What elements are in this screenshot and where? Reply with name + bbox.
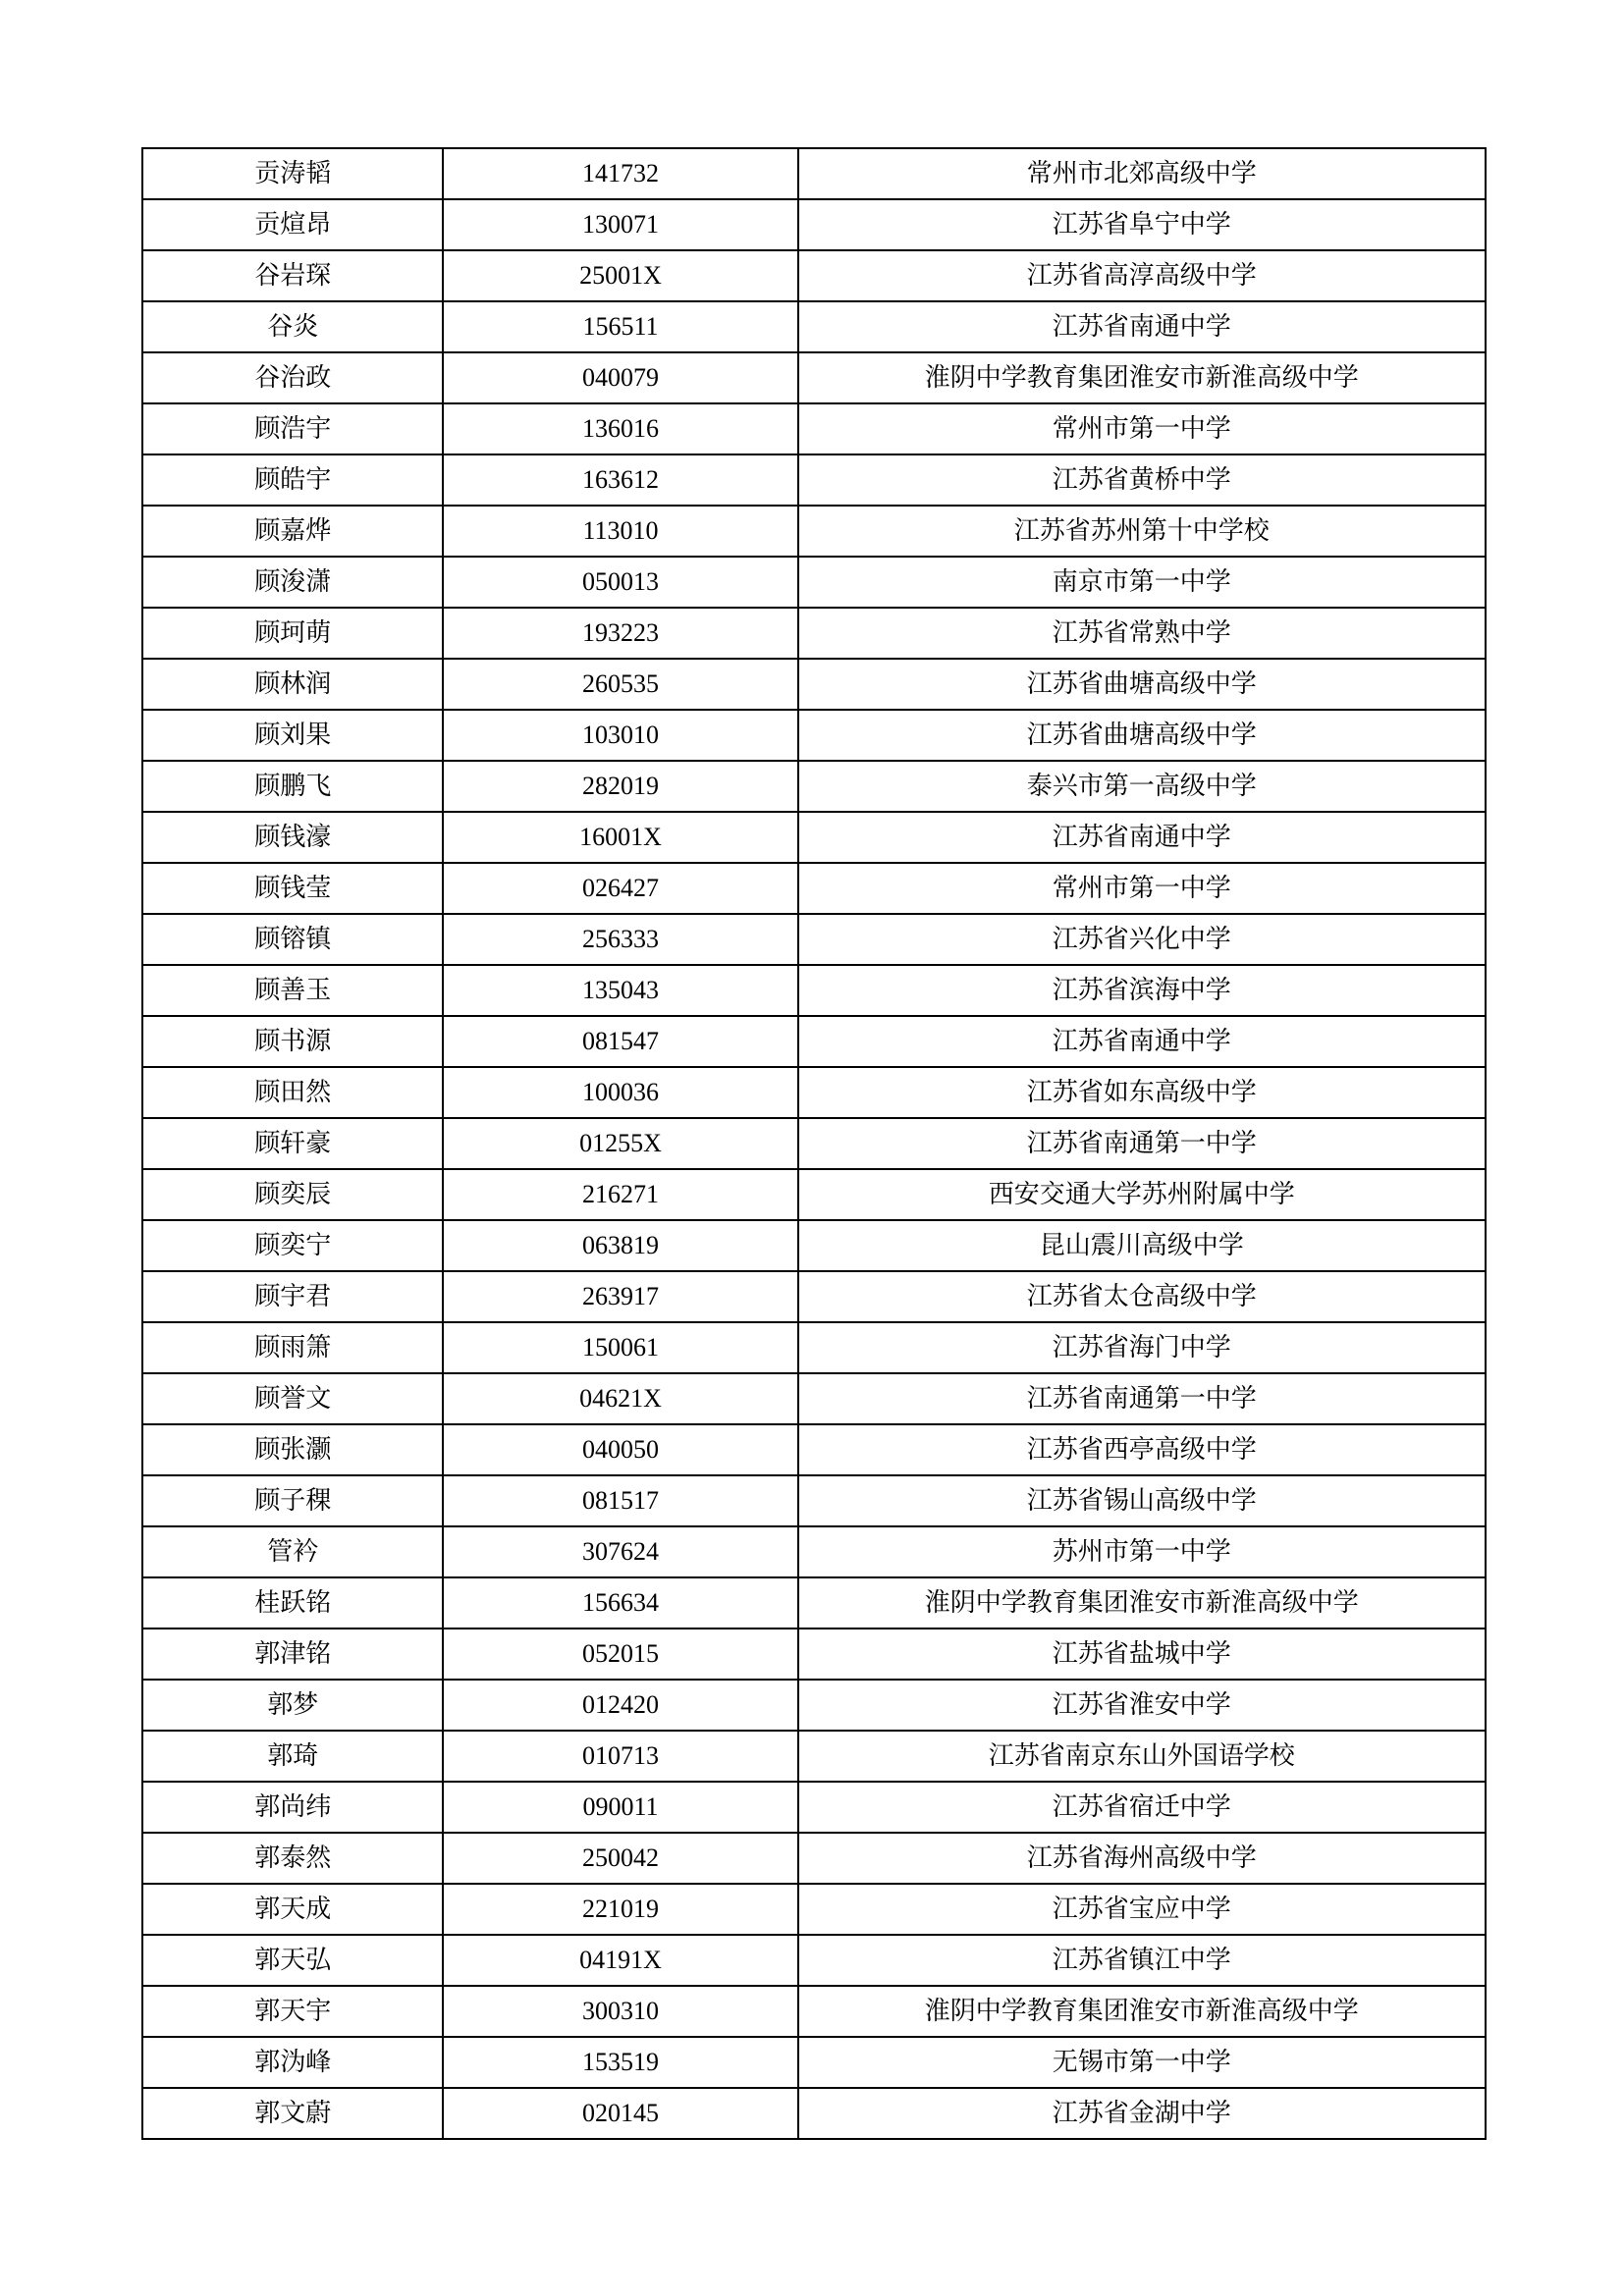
table-row bbox=[142, 965, 1486, 1016]
table-row bbox=[142, 1782, 1486, 1833]
table-row bbox=[142, 506, 1486, 557]
school-name-cell: 江苏省常熟中学 bbox=[798, 608, 1486, 659]
student-number-cell: 193223 bbox=[443, 608, 797, 659]
student-name-cell: 顾奕宁 bbox=[142, 1220, 443, 1271]
school-name-cell: 江苏省黄桥中学 bbox=[798, 454, 1486, 506]
table-row bbox=[142, 454, 1486, 506]
table-row bbox=[142, 1373, 1486, 1424]
table-row bbox=[142, 1424, 1486, 1475]
student-name-cell: 顾雨箫 bbox=[142, 1322, 443, 1373]
student-number-cell: 150061 bbox=[443, 1322, 797, 1373]
student-roster-table-body bbox=[142, 148, 1486, 2139]
student-name-cell: 谷治政 bbox=[142, 352, 443, 403]
student-name-cell: 谷炎 bbox=[142, 301, 443, 352]
student-name-cell: 贡涛韬 bbox=[142, 148, 443, 199]
school-name-cell: 江苏省阜宁中学 bbox=[798, 199, 1486, 250]
student-name-cell: 顾田然 bbox=[142, 1067, 443, 1118]
school-name-cell: 江苏省南京东山外国语学校 bbox=[798, 1731, 1486, 1782]
student-name-cell: 顾宇君 bbox=[142, 1271, 443, 1322]
school-name-cell: 昆山震川高级中学 bbox=[798, 1220, 1486, 1271]
student-name-cell: 顾子稞 bbox=[142, 1475, 443, 1526]
school-name-cell: 江苏省西亭高级中学 bbox=[798, 1424, 1486, 1475]
school-name-cell: 江苏省锡山高级中学 bbox=[798, 1475, 1486, 1526]
table-row bbox=[142, 1526, 1486, 1577]
student-number-cell: 16001X bbox=[443, 812, 797, 863]
student-number-cell: 010713 bbox=[443, 1731, 797, 1782]
student-name-cell: 顾钱莹 bbox=[142, 863, 443, 914]
student-number-cell: 300310 bbox=[443, 1986, 797, 2037]
school-name-cell: 淮阴中学教育集团淮安市新淮高级中学 bbox=[798, 1986, 1486, 2037]
student-number-cell: 081547 bbox=[443, 1016, 797, 1067]
student-number-cell: 040050 bbox=[443, 1424, 797, 1475]
student-name-cell: 顾鹏飞 bbox=[142, 761, 443, 812]
table-row bbox=[142, 1680, 1486, 1731]
student-number-cell: 156511 bbox=[443, 301, 797, 352]
table-row bbox=[142, 352, 1486, 403]
student-name-cell: 郭文蔚 bbox=[142, 2088, 443, 2139]
student-number-cell: 050013 bbox=[443, 557, 797, 608]
table-row bbox=[142, 812, 1486, 863]
student-number-cell: 256333 bbox=[443, 914, 797, 965]
student-name-cell: 郭天宇 bbox=[142, 1986, 443, 2037]
student-name-cell: 顾嘉烨 bbox=[142, 506, 443, 557]
school-name-cell: 江苏省南通中学 bbox=[798, 812, 1486, 863]
student-name-cell: 顾刘果 bbox=[142, 710, 443, 761]
table-row bbox=[142, 863, 1486, 914]
student-number-cell: 156634 bbox=[443, 1577, 797, 1629]
table-row bbox=[142, 1016, 1486, 1067]
school-name-cell: 江苏省镇江中学 bbox=[798, 1935, 1486, 1986]
student-name-cell: 顾皓宇 bbox=[142, 454, 443, 506]
table-row bbox=[142, 1986, 1486, 2037]
table-row bbox=[142, 659, 1486, 710]
student-name-cell: 顾善玉 bbox=[142, 965, 443, 1016]
table-row bbox=[142, 761, 1486, 812]
student-name-cell: 郭梦 bbox=[142, 1680, 443, 1731]
school-name-cell: 江苏省如东高级中学 bbox=[798, 1067, 1486, 1118]
student-number-cell: 163612 bbox=[443, 454, 797, 506]
table-row bbox=[142, 1577, 1486, 1629]
student-name-cell: 顾浩宇 bbox=[142, 403, 443, 454]
table-row bbox=[142, 557, 1486, 608]
table-row bbox=[142, 1118, 1486, 1169]
school-name-cell: 江苏省南通中学 bbox=[798, 301, 1486, 352]
table-row bbox=[142, 1731, 1486, 1782]
table-row bbox=[142, 608, 1486, 659]
school-name-cell: 江苏省兴化中学 bbox=[798, 914, 1486, 965]
student-name-cell: 郭沩峰 bbox=[142, 2037, 443, 2088]
student-name-cell: 郭泰然 bbox=[142, 1833, 443, 1884]
school-name-cell: 江苏省苏州第十中学校 bbox=[798, 506, 1486, 557]
table-row bbox=[142, 301, 1486, 352]
school-name-cell: 淮阴中学教育集团淮安市新淮高级中学 bbox=[798, 352, 1486, 403]
school-name-cell: 江苏省南通第一中学 bbox=[798, 1373, 1486, 1424]
table-row bbox=[142, 2037, 1486, 2088]
table-row bbox=[142, 1271, 1486, 1322]
student-name-cell: 郭天弘 bbox=[142, 1935, 443, 1986]
student-roster-table bbox=[141, 147, 1487, 2140]
table-row bbox=[142, 148, 1486, 199]
student-name-cell: 郭天成 bbox=[142, 1884, 443, 1935]
student-number-cell: 100036 bbox=[443, 1067, 797, 1118]
student-number-cell: 01255X bbox=[443, 1118, 797, 1169]
student-number-cell: 141732 bbox=[443, 148, 797, 199]
student-number-cell: 040079 bbox=[443, 352, 797, 403]
student-number-cell: 020145 bbox=[443, 2088, 797, 2139]
student-name-cell: 顾奕辰 bbox=[142, 1169, 443, 1220]
student-number-cell: 153519 bbox=[443, 2037, 797, 2088]
student-name-cell: 桂跃铭 bbox=[142, 1577, 443, 1629]
school-name-cell: 江苏省南通中学 bbox=[798, 1016, 1486, 1067]
student-number-cell: 063819 bbox=[443, 1220, 797, 1271]
student-name-cell: 顾轩豪 bbox=[142, 1118, 443, 1169]
student-name-cell: 顾浚潇 bbox=[142, 557, 443, 608]
student-name-cell: 顾林润 bbox=[142, 659, 443, 710]
table-row bbox=[142, 1629, 1486, 1680]
school-name-cell: 无锡市第一中学 bbox=[798, 2037, 1486, 2088]
student-name-cell: 郭津铭 bbox=[142, 1629, 443, 1680]
table-row bbox=[142, 250, 1486, 301]
student-number-cell: 026427 bbox=[443, 863, 797, 914]
school-name-cell: 江苏省宿迁中学 bbox=[798, 1782, 1486, 1833]
student-number-cell: 25001X bbox=[443, 250, 797, 301]
school-name-cell: 淮阴中学教育集团淮安市新淮高级中学 bbox=[798, 1577, 1486, 1629]
school-name-cell: 南京市第一中学 bbox=[798, 557, 1486, 608]
table-row bbox=[142, 1833, 1486, 1884]
student-number-cell: 307624 bbox=[443, 1526, 797, 1577]
student-number-cell: 090011 bbox=[443, 1782, 797, 1833]
student-number-cell: 263917 bbox=[443, 1271, 797, 1322]
student-name-cell: 贡煊昂 bbox=[142, 199, 443, 250]
table-row bbox=[142, 1322, 1486, 1373]
student-number-cell: 081517 bbox=[443, 1475, 797, 1526]
table-row bbox=[142, 199, 1486, 250]
student-number-cell: 113010 bbox=[443, 506, 797, 557]
student-number-cell: 012420 bbox=[443, 1680, 797, 1731]
school-name-cell: 常州市第一中学 bbox=[798, 863, 1486, 914]
student-number-cell: 04191X bbox=[443, 1935, 797, 1986]
school-name-cell: 常州市北郊高级中学 bbox=[798, 148, 1486, 199]
table-row bbox=[142, 403, 1486, 454]
student-number-cell: 282019 bbox=[443, 761, 797, 812]
student-name-cell: 顾镕镇 bbox=[142, 914, 443, 965]
table-row bbox=[142, 1884, 1486, 1935]
table-row bbox=[142, 1067, 1486, 1118]
student-number-cell: 052015 bbox=[443, 1629, 797, 1680]
school-name-cell: 江苏省海州高级中学 bbox=[798, 1833, 1486, 1884]
student-name-cell: 顾珂萌 bbox=[142, 608, 443, 659]
school-name-cell: 江苏省曲塘高级中学 bbox=[798, 659, 1486, 710]
table-row bbox=[142, 1935, 1486, 1986]
student-number-cell: 221019 bbox=[443, 1884, 797, 1935]
school-name-cell: 江苏省淮安中学 bbox=[798, 1680, 1486, 1731]
student-number-cell: 136016 bbox=[443, 403, 797, 454]
school-name-cell: 江苏省海门中学 bbox=[798, 1322, 1486, 1373]
student-name-cell: 顾张灏 bbox=[142, 1424, 443, 1475]
table-row bbox=[142, 1169, 1486, 1220]
school-name-cell: 江苏省滨海中学 bbox=[798, 965, 1486, 1016]
student-name-cell: 郭尚纬 bbox=[142, 1782, 443, 1833]
student-number-cell: 260535 bbox=[443, 659, 797, 710]
school-name-cell: 江苏省宝应中学 bbox=[798, 1884, 1486, 1935]
student-number-cell: 130071 bbox=[443, 199, 797, 250]
student-number-cell: 103010 bbox=[443, 710, 797, 761]
school-name-cell: 苏州市第一中学 bbox=[798, 1526, 1486, 1577]
student-number-cell: 250042 bbox=[443, 1833, 797, 1884]
table-row bbox=[142, 1220, 1486, 1271]
student-name-cell: 郭琦 bbox=[142, 1731, 443, 1782]
student-name-cell: 顾书源 bbox=[142, 1016, 443, 1067]
school-name-cell: 泰兴市第一高级中学 bbox=[798, 761, 1486, 812]
student-name-cell: 顾钱濠 bbox=[142, 812, 443, 863]
school-name-cell: 江苏省太仓高级中学 bbox=[798, 1271, 1486, 1322]
school-name-cell: 江苏省高淳高级中学 bbox=[798, 250, 1486, 301]
school-name-cell: 江苏省盐城中学 bbox=[798, 1629, 1486, 1680]
table-row bbox=[142, 1475, 1486, 1526]
student-name-cell: 顾誉文 bbox=[142, 1373, 443, 1424]
school-name-cell: 江苏省南通第一中学 bbox=[798, 1118, 1486, 1169]
student-number-cell: 216271 bbox=[443, 1169, 797, 1220]
school-name-cell: 江苏省金湖中学 bbox=[798, 2088, 1486, 2139]
school-name-cell: 西安交通大学苏州附属中学 bbox=[798, 1169, 1486, 1220]
table-row bbox=[142, 710, 1486, 761]
school-name-cell: 常州市第一中学 bbox=[798, 403, 1486, 454]
student-number-cell: 135043 bbox=[443, 965, 797, 1016]
school-name-cell: 江苏省曲塘高级中学 bbox=[798, 710, 1486, 761]
table-row bbox=[142, 2088, 1486, 2139]
student-number-cell: 04621X bbox=[443, 1373, 797, 1424]
table-row bbox=[142, 914, 1486, 965]
student-name-cell: 谷岩琛 bbox=[142, 250, 443, 301]
student-name-cell: 管衿 bbox=[142, 1526, 443, 1577]
